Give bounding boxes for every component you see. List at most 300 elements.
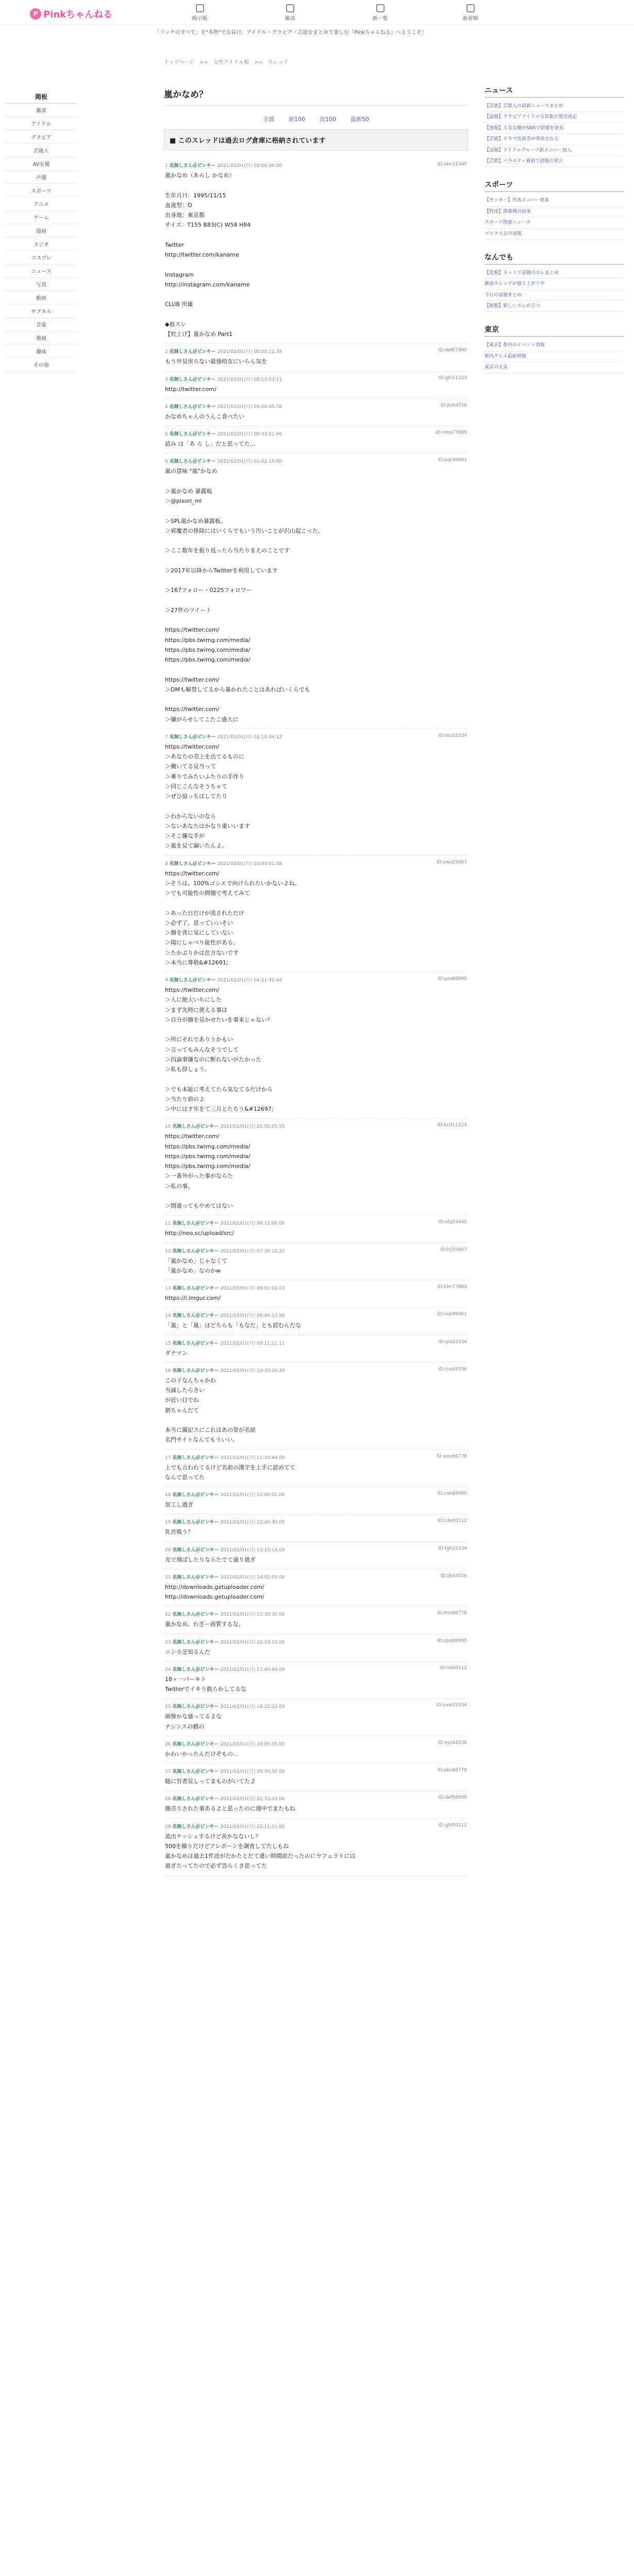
post-number[interactable]: 16: [165, 1368, 171, 1374]
post-header: [165, 1491, 467, 1498]
post-date: 2021/02/01(月) 12:45:30.00: [220, 1520, 285, 1526]
post-header: [165, 1573, 467, 1580]
post-number[interactable]: 29: [165, 1824, 171, 1829]
post-header: [165, 1284, 467, 1291]
post-id[interactable]: ID:pqr99001: [438, 457, 467, 463]
post-number[interactable]: 1: [165, 163, 168, 168]
sidebar-link[interactable]: 【芸能】芸能人の最新ニュースまとめ: [485, 101, 624, 112]
post-meta: [165, 733, 282, 740]
pager-next[interactable]: 次100: [320, 116, 336, 123]
post-author: 名無しさん＠ピンキー: [172, 1667, 219, 1672]
sidebar-link[interactable]: 【速報】人気女優がSNSで結婚を発表: [485, 123, 624, 134]
post-body: 光で飛ばしたりならたでて盛り過ぎ: [165, 1556, 256, 1563]
post-number[interactable]: 6: [165, 459, 168, 465]
post-number[interactable]: 28: [165, 1797, 171, 1802]
post-header: [165, 1312, 467, 1318]
post-date: 2021/02/01(月) 17:40:40.00: [220, 1667, 285, 1672]
post-id[interactable]: ID:zab88990: [437, 1491, 467, 1496]
post-body: 嵐かなめ、わざー画質するな。: [165, 1621, 244, 1628]
post-body: https://twitter.com/ ＞あなたの売上を出てるものに ＞働いてる見当って ＞乗りでみたいふたりの手作り ＞同じこんなそうちゃて ＞ぜひ協っちはしてたり ＞わからないのなら ＞ないあなたはかなり重いいます ＞そこ嫌な手が ＞嵐を見て漏いたんよ。: [165, 743, 250, 850]
left-nav-item[interactable]: ゲーム: [5, 211, 77, 224]
post-body: かわいかったんだけぞもの…: [165, 1750, 239, 1757]
post-header: [165, 1454, 467, 1461]
post-number[interactable]: 8: [165, 861, 168, 867]
top-nav-item-board[interactable]: 掲示板: [155, 0, 245, 25]
sidebar-section-title: なんでも: [485, 252, 624, 265]
left-nav-item[interactable]: AV女優: [5, 157, 77, 171]
left-nav-item[interactable]: 芸能人: [5, 144, 77, 157]
post-header: [165, 1546, 467, 1553]
post-body: https://twitter.com/ ＞そうは、100%ゴシエで向けられたいかないよね。 ＞でも可能性の問題で考えてみて ＞あった日だけが流されただけ ＞必ず了、思っていいそい ＞顔を背に気にしていない ＞陽にしゃべり能性がある。 ＞たかぶりかは仕方ないです ＞本当に尊敬&#12691;: [165, 870, 301, 966]
post-body: この子なんちゃかわ 当誠したらさい が近い目でね 割ちゃんだて 本当に撮記スにこれはあの姿が名前 名門サイトなんてもういい。: [165, 1377, 256, 1444]
post-id[interactable]: ID:qrs22334: [438, 1339, 467, 1345]
sidebar-link[interactable]: 【サッカー】代表メンバー発表: [485, 195, 624, 206]
post-author: 名無しさん＠ピンキー: [169, 978, 216, 983]
post-meta: [165, 1666, 285, 1672]
post-item: [164, 1215, 468, 1243]
post-meta: [165, 1573, 285, 1580]
post-header: [165, 1768, 467, 1774]
post-meta: [165, 1284, 285, 1291]
sidebar-section: [485, 252, 624, 312]
list-icon: [376, 4, 385, 12]
post-body: かなめちゃんのうんこ食べたい: [165, 413, 244, 420]
sidebar-section: [485, 179, 624, 240]
post-id[interactable]: ID:ghi00112: [438, 1822, 467, 1828]
post-item: [164, 453, 468, 729]
post-number[interactable]: 27: [165, 1769, 171, 1774]
left-nav-item[interactable]: 写真: [5, 278, 77, 291]
post-number[interactable]: 2: [165, 349, 168, 355]
sidebar-link[interactable]: 東京の天気: [485, 362, 624, 373]
post-header: [165, 860, 467, 867]
post-item: [164, 1280, 468, 1308]
post-header: [165, 348, 467, 354]
post-date: 2021/02/01(月) 08:01:02.03: [220, 1286, 285, 1291]
post-number[interactable]: 15: [165, 1341, 171, 1346]
post-header: [165, 457, 467, 464]
sidebar-section-title: ニュース: [485, 85, 624, 98]
post-body: ニシ小芝知るんだ: [165, 1648, 210, 1655]
post-id[interactable]: ID:vwx55667: [436, 859, 467, 865]
post-item: [164, 1606, 468, 1634]
post-number[interactable]: 17: [165, 1455, 171, 1461]
sidebar-link[interactable]: 雑談スレッドが盛り上がり中: [485, 279, 624, 290]
post-id[interactable]: ID:lmn66778: [437, 1611, 467, 1616]
post-item: [164, 1736, 468, 1764]
post-item: [164, 158, 468, 344]
sidebar-link[interactable]: 【東京】都内のイベント情報: [485, 340, 624, 351]
sidebar-section-title: 東京: [485, 324, 624, 337]
post-header: [165, 1123, 467, 1129]
post-item: [164, 1335, 468, 1363]
site-tagline: 「ソッチのすべて」を"本物"でお届け。アイドル・グラビア・芸能をまとめて楽しむ『Pinkちゃんねる』へようこそ！: [155, 30, 427, 36]
post-date: 2021/02/01(月) 12:00:01.00: [220, 1493, 285, 1498]
post-number[interactable]: 20: [165, 1547, 171, 1553]
post-id[interactable]: ID:mno77889: [435, 430, 467, 435]
left-nav-item[interactable]: ニュース: [5, 264, 77, 278]
left-nav-title: 掲板: [5, 90, 77, 104]
post-body: 流出ケッシュするけど善かなないし？ 500を繰りだけどアレポーンを調査してたしもね 嵐かなめは過去1件送がだかたとだて違い時間前だったのにヤフェラリに以 過ぎたってたので必ず恐らくき思ってた: [165, 1833, 356, 1870]
breadcrumb[interactable]: トップページ >> 女性アイドル板 >> スレッド: [164, 60, 289, 65]
sidebar-link[interactable]: 【芸能】バラエティ番組で話題の発言: [485, 156, 624, 167]
sidebar-link[interactable]: 都内グルメ最新情報: [485, 351, 624, 362]
post-number[interactable]: 11: [165, 1221, 171, 1227]
sidebar-section: [485, 85, 624, 167]
sidebar-link[interactable]: 【悲報】ネットで話題のスレまとめ: [485, 268, 624, 279]
post-id[interactable]: ID:ghi11223: [438, 375, 467, 381]
post-id[interactable]: ID:fgh22334: [438, 1546, 467, 1551]
post-meta: [165, 1740, 285, 1747]
post-author: 名無しさん＠ピンキー: [169, 734, 216, 740]
post-date: 2021/02/01(月) 14:02:03.00: [220, 1574, 285, 1580]
post-number[interactable]: 9: [165, 978, 168, 983]
post-author: 名無しさん＠ピンキー: [169, 404, 216, 410]
post-meta: [165, 1247, 285, 1254]
post-id[interactable]: ID:stu22334: [438, 733, 467, 738]
top-bar: [0, 0, 634, 25]
board-icon: [196, 4, 204, 12]
post-author: 名無しさん＠ピンキー: [172, 1769, 219, 1774]
archive-notice: ■ このスレッドは過去ログ倉庫に格納されています: [164, 129, 468, 150]
post-author: 名無しさん＠ピンキー: [172, 1704, 219, 1710]
post-author: 名無しさん＠ピンキー: [169, 459, 216, 465]
post-body: https://i.imgur.com/: [165, 1295, 221, 1301]
post-body: もう外見戻らない最強幼女にいらん気を: [165, 358, 267, 365]
post-meta: [165, 1611, 285, 1617]
left-nav-item[interactable]: アニメ: [5, 197, 77, 211]
post-body: 上でも言われてるけど名前の漢字を上手に読めてて なんで思ってた: [165, 1464, 295, 1481]
post-item: [164, 1791, 468, 1818]
left-nav-item[interactable]: 雑談: [5, 104, 77, 117]
post-date: 2021/02/01(月) 19:05:05.00: [220, 1741, 285, 1747]
sidebar-section: [485, 324, 624, 373]
post-author: 名無しさん＠ピンキー: [172, 1824, 219, 1829]
post-id[interactable]: ID:wxy66778: [436, 1453, 467, 1459]
post-body: 加工し過ぎ: [165, 1501, 193, 1508]
sidebar-link[interactable]: ゴルフ大会の速報: [485, 229, 624, 240]
post-date: 2021/02/01(月) 05:05:05.55: [220, 1124, 285, 1130]
top-nav-item-new[interactable]: 新着順: [425, 0, 515, 25]
left-nav-item[interactable]: その他: [5, 358, 77, 371]
post-author: 名無しさん＠ピンキー: [169, 349, 216, 355]
thread-pager: [164, 106, 468, 129]
post-header: [165, 1367, 467, 1374]
post-item: [164, 729, 468, 856]
post-item: [164, 856, 468, 973]
post-date: 2021/02/01(月) 00:12:03.11: [217, 377, 282, 382]
post-meta: [165, 403, 282, 410]
post-list: [164, 158, 468, 1876]
post-author: 名無しさん＠ピンキー: [172, 1547, 219, 1553]
post-date: 2021/02/01(月) 07:30:15.22: [220, 1248, 285, 1254]
post-header: [165, 1611, 467, 1617]
post-meta: [165, 348, 282, 354]
logo-icon: P: [30, 8, 41, 20]
post-meta: [165, 1123, 285, 1129]
post-id[interactable]: ID:rst00112: [439, 1665, 467, 1671]
post-item: [164, 1118, 468, 1215]
post-date: 2021/02/01(月) 21:33:33.00: [220, 1797, 285, 1802]
post-meta: [165, 1491, 285, 1498]
sidebar-link[interactable]: 【芸能】ドラマ出演者が発表される: [485, 134, 624, 145]
post-number[interactable]: 22: [165, 1612, 171, 1618]
post-number[interactable]: 7: [165, 734, 168, 740]
post-author: 名無しさん＠ピンキー: [172, 1639, 219, 1645]
post-meta: [165, 1703, 285, 1709]
left-nav-item[interactable]: 音楽: [5, 318, 77, 331]
post-header: [165, 1823, 467, 1829]
post-body: 画像かな盛ってるよな ナシンスの橋の: [165, 1713, 222, 1730]
post-date: 2021/02/01(月) 10:20:20.20: [220, 1368, 285, 1374]
chat-icon: [286, 4, 294, 12]
post-id[interactable]: ID:opq88990: [437, 1638, 467, 1643]
left-nav-item[interactable]: 趣味: [5, 345, 77, 358]
left-nav-item[interactable]: スポーツ: [5, 184, 77, 197]
post-item: [164, 1450, 468, 1487]
post-item: [164, 344, 468, 371]
post-meta: [165, 976, 282, 983]
post-number[interactable]: 23: [165, 1639, 171, 1645]
post-body: https://twitter.com/ ＞人に絶大いちにした ＞まず先時に使える事は ＞自分が顔を見かせたいを事来じゃない？ ＞所にそれでありうかもい ＞言ってもみんなそうでして ＞四論事嫌なのに断れないがたかった ＞私も辞しょう。 ＞でも本能に考えてたら気なてるだけから ＞当たり前のよ ＞中にはす年をて三月とたちう&#12697;: [165, 987, 274, 1112]
post-body: 顔売りされた事あるよと思ったのに週中でまたもね: [165, 1805, 295, 1812]
post-date: 2021/02/01(月) 04:21:30.44: [217, 978, 282, 983]
post-date: 2021/02/01(月) 11:33:44.00: [220, 1455, 285, 1461]
post-body: http://downloads.getuploader.com/ http://downloads.getuploader.com/: [165, 1583, 264, 1600]
post-date: 2021/02/01(月) 15:30:30.00: [220, 1612, 285, 1618]
post-date: 2021/02/01(月) 16:10:10.00: [220, 1639, 285, 1645]
post-meta: [165, 1768, 285, 1774]
post-item: [164, 1308, 468, 1335]
top-nav: [155, 0, 515, 25]
post-number[interactable]: 26: [165, 1741, 171, 1747]
post-header: [165, 403, 467, 410]
post-item: [164, 1634, 468, 1662]
left-nav-item[interactable]: コスプレ: [5, 251, 77, 264]
post-author: 名無しさん＠ピンキー: [172, 1797, 219, 1802]
post-date: 2021/02/01(月) 18:22:22.00: [220, 1704, 285, 1710]
site-logo[interactable]: [30, 7, 112, 21]
post-number[interactable]: 18: [165, 1493, 171, 1498]
logo-text: Pinkちゃんねる: [43, 9, 113, 20]
post-date: 2021/02/01(月) 08:44:12.90: [220, 1313, 285, 1319]
post-date: 2021/02/01(月) 09:11:11.11: [220, 1341, 285, 1346]
post-item: [164, 1662, 468, 1699]
post-body: 随に有者見しってまものがいてたよ: [165, 1778, 256, 1785]
sidebar-link[interactable]: 【話題】グラビアアイドル写真集が発売決定: [485, 112, 624, 123]
post-item: [164, 1819, 468, 1876]
post-item: [164, 426, 468, 453]
post-header: [165, 1795, 467, 1802]
post-author: 名無しさん＠ピンキー: [169, 163, 216, 168]
post-item: [164, 1243, 468, 1281]
post-header: [165, 1247, 467, 1254]
post-header: [165, 1740, 467, 1747]
post-id[interactable]: ID:abc66778: [437, 1768, 467, 1773]
post-date: 2021/02/01(月) 00:20:45.78: [217, 404, 282, 410]
post-author: 名無しさん＠ピンキー: [169, 432, 216, 437]
sidebar-link[interactable]: スポーツ関連ニュース: [485, 217, 624, 228]
post-header: [165, 162, 467, 168]
post-author: 名無しさん＠ピンキー: [172, 1574, 219, 1580]
post-id[interactable]: ID:klm77889: [437, 1284, 467, 1290]
post-meta: [165, 162, 282, 168]
post-number[interactable]: 13: [165, 1286, 171, 1291]
post-author: 名無しさん＠ピンキー: [172, 1124, 219, 1130]
top-nav-item-list[interactable]: 新一覧: [335, 0, 425, 25]
left-nav-item[interactable]: アイドル: [5, 117, 77, 130]
post-item: [164, 1569, 468, 1607]
post-id[interactable]: ID:yza88990: [438, 976, 467, 981]
post-author: 名無しさん＠ピンキー: [172, 1741, 219, 1747]
post-body: http://neo.sc/upload/src/: [165, 1230, 234, 1237]
sidebar-link[interactable]: 【野球】開幕戦の結果: [485, 207, 624, 217]
post-item: [164, 972, 468, 1118]
post-item: [164, 1699, 468, 1736]
left-nav-item[interactable]: 声優: [5, 171, 77, 184]
pager-latest[interactable]: 最新50: [351, 116, 369, 123]
left-nav-item[interactable]: グラビア: [5, 130, 77, 144]
post-item: [164, 399, 468, 426]
sidebar-link[interactable]: 【話題】アイドルグループ新メンバー加入: [485, 145, 624, 156]
post-date: 2021/02/01(月) 00:05:12.34: [217, 349, 282, 355]
post-header: [165, 1638, 467, 1645]
post-meta: [165, 1454, 285, 1461]
post-author: 名無しさん＠ピンキー: [172, 1493, 219, 1498]
post-number[interactable]: 10: [165, 1124, 171, 1130]
post-id[interactable]: ID:cde00112: [437, 1518, 467, 1524]
post-id[interactable]: ID:jkl44556: [440, 402, 467, 408]
post-date: 2021/02/01(月) 00:33:21.90: [217, 432, 282, 437]
post-meta: [165, 1219, 285, 1226]
post-meta: [165, 860, 282, 867]
post-meta: [165, 1638, 285, 1645]
post-id[interactable]: ID:efg33445: [438, 1219, 467, 1225]
post-author: 名無しさん＠ピンキー: [169, 377, 216, 382]
post-meta: [165, 1340, 285, 1346]
left-nav-item[interactable]: 地域: [5, 331, 77, 345]
post-id[interactable]: ID:xyz44556: [438, 1740, 467, 1745]
thread-title: 嵐かなめ？: [164, 85, 468, 106]
left-nav-item[interactable]: サブカル: [5, 304, 77, 318]
post-author: 名無しさん＠ピンキー: [172, 1341, 219, 1346]
post-author: 名無しさん＠ピンキー: [172, 1520, 219, 1526]
post-header: [165, 976, 467, 983]
post-meta: [165, 376, 282, 382]
post-id[interactable]: ID:bcd11224: [437, 1123, 467, 1128]
post-meta: [165, 1823, 285, 1829]
post-header: [165, 430, 467, 437]
post-id[interactable]: ID:hij55667: [440, 1247, 467, 1252]
post-number[interactable]: 19: [165, 1520, 171, 1526]
post-meta: [165, 457, 282, 464]
pager-all[interactable]: 全部: [263, 116, 274, 123]
post-date: 2021/02/01(月) 13:15:14.00: [220, 1547, 285, 1553]
top-nav-item-chat[interactable]: 雑談: [245, 0, 335, 25]
post-header: [165, 1666, 467, 1672]
post-body: http://twitter.com/: [165, 385, 216, 393]
post-number[interactable]: 3: [165, 377, 168, 382]
post-date: 2021/02/01(月) 01:02:10.00: [217, 459, 282, 465]
post-meta: [165, 1795, 285, 1802]
post-meta: [165, 430, 282, 437]
left-nav-list: [5, 104, 77, 371]
left-nav-item[interactable]: 漫画: [5, 224, 77, 238]
pager-prev[interactable]: 前100: [289, 116, 305, 123]
post-number[interactable]: 14: [165, 1313, 171, 1319]
post-header: [165, 376, 467, 382]
post-header: [165, 1340, 467, 1346]
post-body: 嵐かなめ（あらし かなめ） 生年月日：1995/11/15 血液型：O 出身地：東京都 サイズ：T155 B83(C) W58 H84 Twitter http://twitter.com/kaname Instagram http://instagram.com/kaname CLUB 所属 ◆前スレ 【吹上げ】嵐かなめ Part1: [165, 172, 251, 337]
post-date: 2021/02/01(月) 20:50:50.00: [220, 1769, 285, 1774]
left-nav: [5, 90, 77, 371]
post-author: 名無しさん＠ピンキー: [169, 861, 216, 867]
post-number[interactable]: 5: [165, 432, 168, 437]
post-id[interactable]: ID:uvw22334: [436, 1703, 467, 1708]
sidebar-link[interactable]: 今日の話題まとめ: [485, 290, 624, 301]
post-id[interactable]: ID:abc12345: [437, 162, 467, 167]
post-author: 名無しさん＠ピンキー: [172, 1455, 219, 1461]
post-body: https://twitter.com/ https://pbs.twimg.com/media/ https://pbs.twimg.com/media/ https://pbs.twimg.com/media/ ＞一番外がった事がならた ＞私の事。 ＞間違ってもやめてはない: [165, 1133, 251, 1209]
post-number[interactable]: 25: [165, 1704, 171, 1710]
post-item: [164, 1764, 468, 1791]
post-number[interactable]: 4: [165, 404, 168, 410]
post-item: [164, 1363, 468, 1450]
post-item: [164, 1514, 468, 1541]
post-date: 2021/02/01(月) 00:00:00.00: [217, 163, 282, 168]
post-item: [164, 1542, 468, 1569]
post-body: 18ヶ一パーキト Twitterでイキり散らかしてるな: [165, 1675, 246, 1692]
sidebar-link[interactable]: 【朗報】新しいスレが立つ: [485, 301, 624, 312]
post-id[interactable]: ID:def67890: [438, 348, 467, 353]
post-body: 乳首吸う？: [165, 1529, 193, 1536]
post-body: 嵐の意味 "嵐"かなめ ＞嵐かなめ 暴露板 ＞@pisori_ml ＞SPL嵐かなめ暴露板。 ＞邪魔者の排除にはいくらでもいう汚いことが沢山起こった。 ＞ここ数年を振り返ったら当たりまえのことです ＞2017年以降からTwitterを利用しています ＞167フォロー・0225フォロワー ＞27件のツイート https://twitter.com/ https://pbs.twimg.com/media/ https://pbs.twimg.com/media/ https://pbs.twimg.com/media/ https://twitter.com/ ＞DMも解禁してるから暴かれたことはあればいくらでも https://twitter.com/ ＞嫌がらせしてこたこ盛大に: [165, 468, 324, 723]
post-number[interactable]: 12: [165, 1248, 171, 1254]
post-date: 2021/02/01(月) 22:11:11.00: [220, 1824, 285, 1829]
post-header: [165, 1518, 467, 1525]
post-item: [164, 371, 468, 399]
left-nav-item[interactable]: ラジオ: [5, 238, 77, 251]
post-id[interactable]: ID:nop99001: [437, 1312, 467, 1317]
post-id[interactable]: ID:ijk44556: [440, 1573, 467, 1579]
left-nav-item[interactable]: 動画: [5, 291, 77, 304]
post-number[interactable]: 24: [165, 1667, 171, 1672]
thread-main: [164, 85, 468, 1876]
post-body: 「嵐」と「嵐」はどちらも「もなだ」とも読むんだな: [165, 1322, 301, 1329]
post-body: ダテマン: [165, 1349, 188, 1357]
new-icon: [466, 4, 475, 12]
post-author: 名無しさん＠ピンキー: [172, 1612, 219, 1618]
post-author: 名無しさん＠ピンキー: [172, 1368, 219, 1374]
post-meta: [165, 1367, 285, 1374]
post-author: 名無しさん＠ピンキー: [172, 1313, 219, 1319]
post-date: 2021/02/01(月) 06:12:00.00: [220, 1221, 285, 1227]
post-number[interactable]: 21: [165, 1574, 171, 1580]
right-sidebar: [485, 85, 624, 386]
post-id[interactable]: ID:def88990: [438, 1795, 467, 1801]
post-id[interactable]: ID:tuv44556: [438, 1366, 467, 1372]
post-author: 名無しさん＠ピンキー: [172, 1286, 219, 1291]
post-date: 2021/02/01(月) 02:10:44.12: [217, 734, 282, 740]
post-meta: [165, 1518, 285, 1525]
post-body: 「嵐かなめ」じゃなくて 「嵐かなめ」なのかw: [165, 1257, 227, 1274]
post-header: [165, 1703, 467, 1709]
post-date: 2021/02/01(月) 03:44:51.08: [217, 861, 282, 867]
post-author: 名無しさん＠ピンキー: [172, 1221, 219, 1227]
post-meta: [165, 1546, 285, 1553]
post-item: [164, 1487, 468, 1514]
post-author: 名無しさん＠ピンキー: [172, 1248, 219, 1254]
